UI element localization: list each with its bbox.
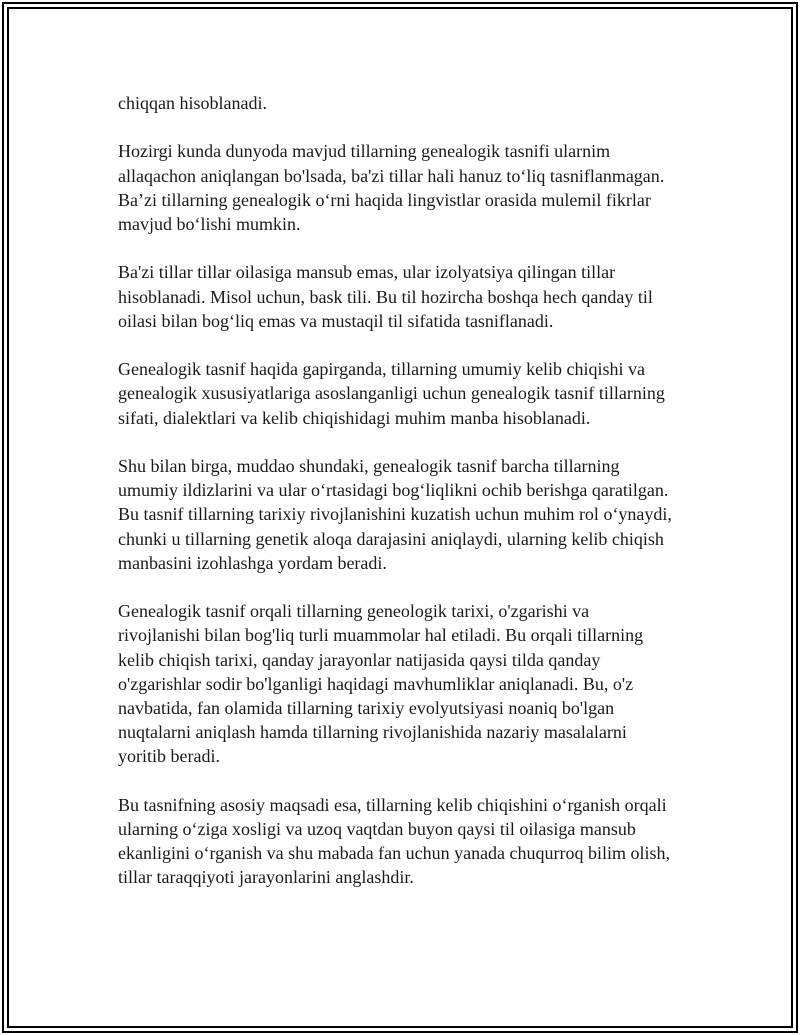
paragraph-common-roots: Shu bilan birga, muddao shundaki, genealogik tasnif barcha tillarning umumiy ildizlarini va ular o‘rtasidagi bog‘liqlikni ochib berishga qaratilgan. Bu tasnif tillarning tarixiy rivojlanishini kuzatish uchun muhim rol o‘ynaydi, chunki u tillarning genetik aloqa darajasini aniqlaydi, ularning kelib chiqish manbasini izohlashga yordam beradi. [118, 455, 672, 573]
paragraph-main-purpose: Bu tasnifning asosiy maqsadi esa, tillarning kelib chiqishini o‘rganish orqali ularning o‘ziga xosligi va uzoq vaqtdan buyon qaysi til oilasiga mansub ekanligini o‘rganish va shu mabada fan uchun yanada chuqurroq bilim olish, tillar taraqqiyoti jarayonlarini anglashdir. [118, 794, 671, 888]
document-body [118, 91, 708, 914]
paragraph-classification-status: Hozirgi kunda dunyoda mavjud tillarning genealogik tasnifi ularnim allaqachon aniqlangan bo'lsada, ba'zi tillar hali hanuz to‘liq tasniflanmagan. Ba’zi tillarning genealogik o‘rni haqida lingvistlar orasida mulemil fikrlar mavjud bo‘lishi mumkin. [118, 141, 665, 234]
paragraph-genealogical-basis: Genealogik tasnif haqida gapirganda, tillarning umumiy kelib chiqishi va genealogik xususiyatlariga asoslanganligi uchun genealogik tasnif tillarning sifati, dialektlari va kelib chiqishidagi muhim manba hisoblanadi. [118, 359, 665, 428]
paragraph-continuation: chiqqan hisoblanadi. [118, 93, 267, 113]
paragraph-isolated-languages: Ba'zi tillar tillar oilasiga mansub emas, ular izolyatsiya qilingan tillar hisoblanadi. Misol uchun, bask tili. Bu til hozircha boshqa hech qanday til oilasi bilan bog‘liq emas va mustaqil til sifatida tasniflanadi. [118, 262, 653, 331]
paragraph-historical-problems: Genealogik tasnif orqali tillarning geneologik tarixi, o'zgarishi va rivojlanishi bilan bog'liq turli muammolar hal etiladi. Bu orqali tillarning kelib chiqish tarixi, qanday jarayonlar natijasida qaysi tilda qanday o'zgarishlar sodir bo'lganligi haqidagi mavhumliklar aniqlanadi. Bu, o'z navbatida, fan olamida tillarning tarixiy evolyutsiyasi noaniq bo'lgan nuqtalarni aniqlash hamda tillarning rivojlanishida nazariy masalalarni yoritib beradi. [118, 601, 644, 767]
